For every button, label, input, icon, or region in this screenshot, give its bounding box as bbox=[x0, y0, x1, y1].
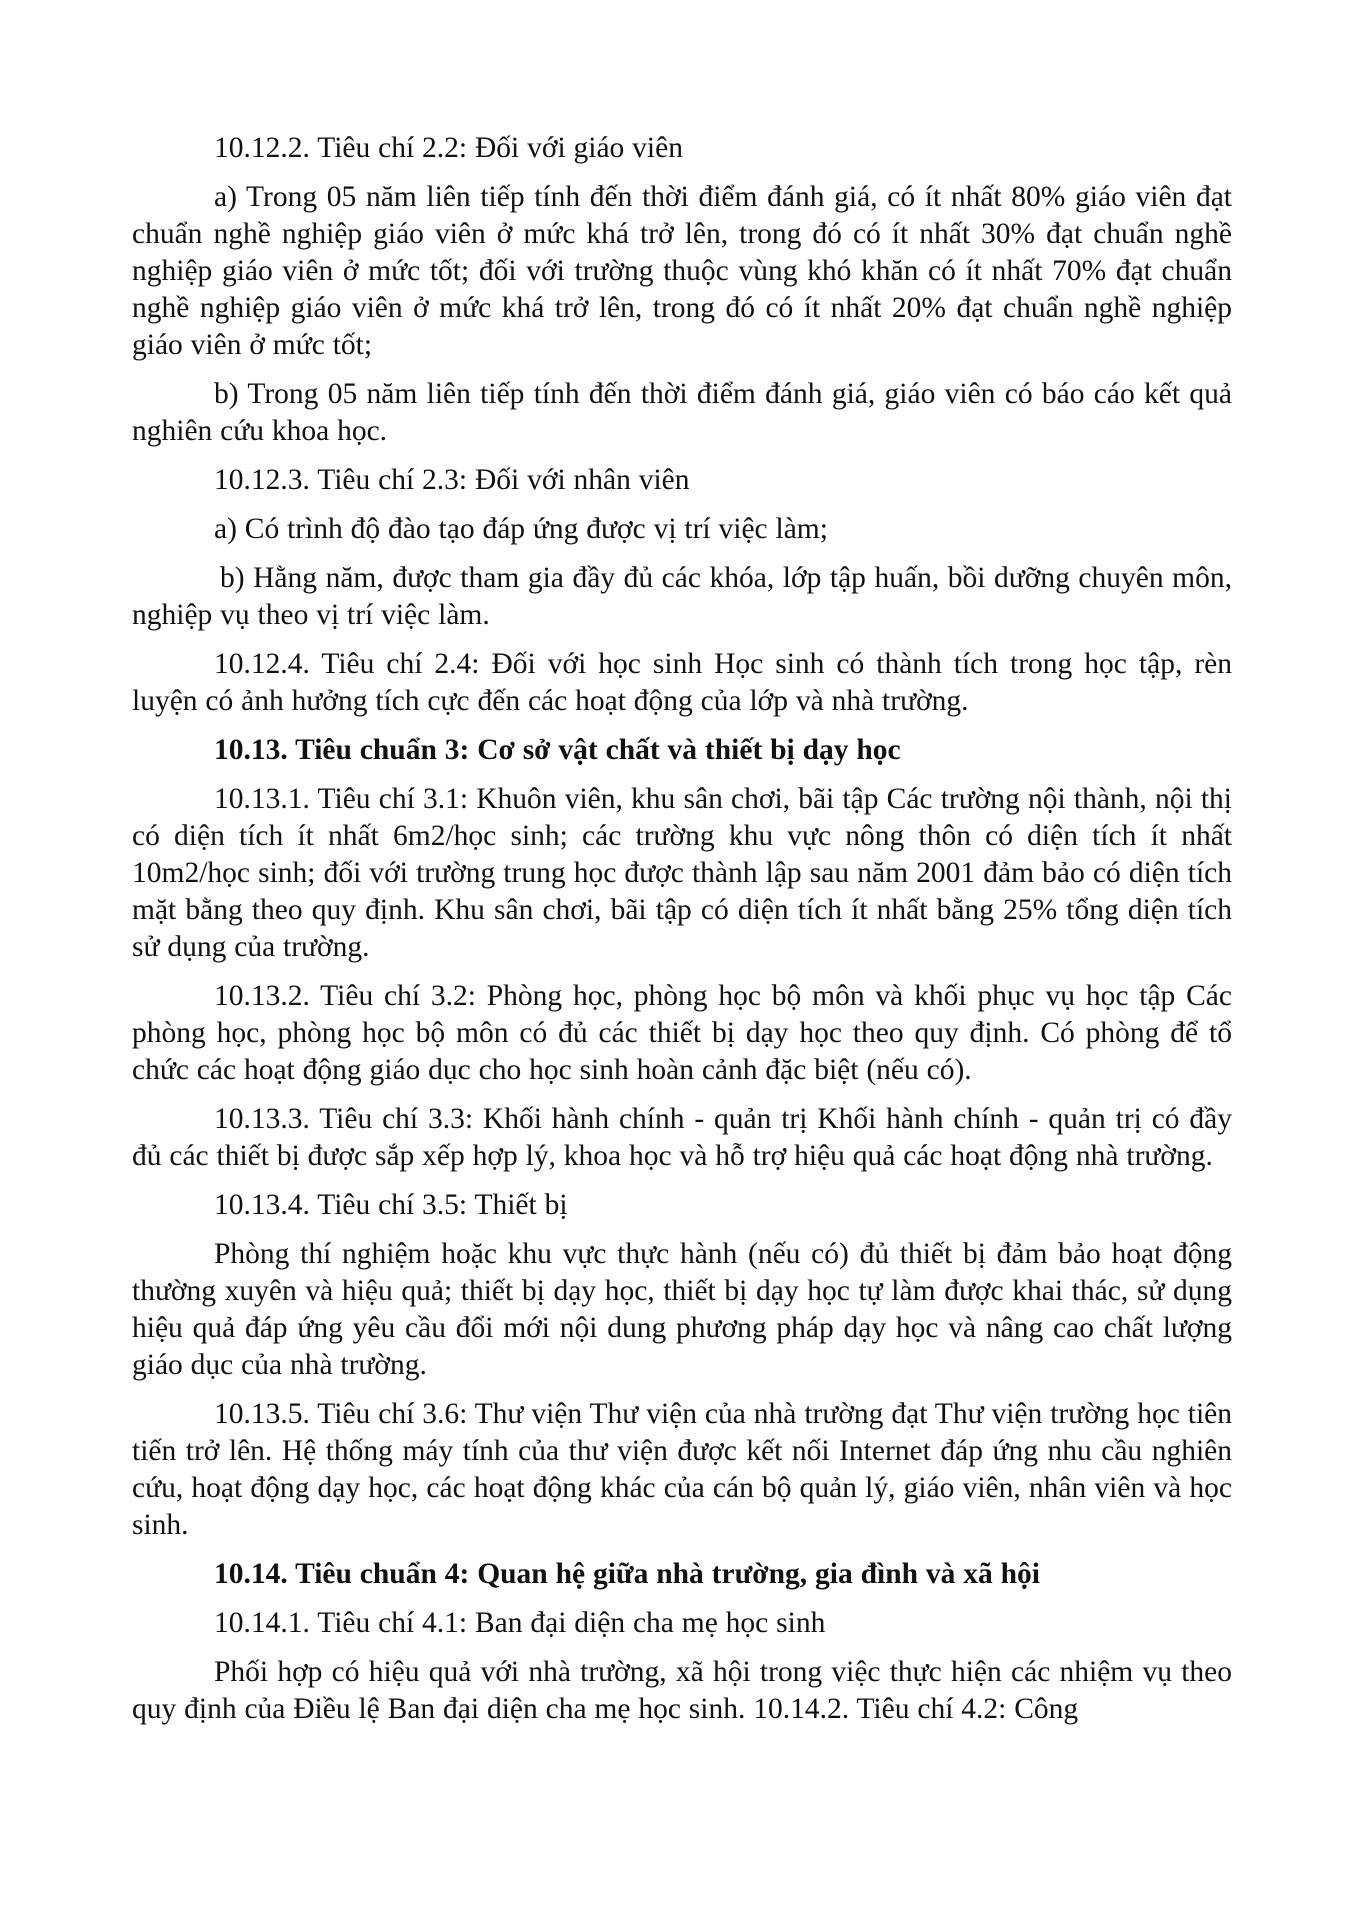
criterion-2-3-title: 10.12.3. Tiêu chí 2.3: Đối với nhân viên bbox=[214, 464, 690, 496]
criterion-3-5-title: 10.13.4. Tiêu chí 3.5: Thiết bị bbox=[214, 1189, 568, 1221]
criterion-2-3-item-a: a) Có trình độ đào tạo đáp ứng được vị trí việc làm; bbox=[214, 513, 828, 545]
criterion-2-2-title: 10.12.2. Tiêu chí 2.2: Đối với giáo viên bbox=[214, 132, 683, 164]
criterion-2-2-item-b: b) Trong 05 năm liên tiếp tính đến thời điểm đánh giá, giáo viên có báo cáo kết quả nghiên cứu khoa học. bbox=[132, 378, 1232, 447]
criterion-3-6: 10.13.5. Tiêu chí 3.6: Thư viện Thư viện của nhà trường đạt Thư viện trường học tiên tiến trở lên. Hệ thống máy tính của thư viện được kết nối Internet đáp ứng nhu cầu nghiên cứu, hoạt động dạy học, các hoạt động khác của cán bộ quản lý, giáo viên, nhân viên và học sinh. bbox=[132, 1398, 1232, 1541]
standard-3-heading: 10.13. Tiêu chuẩn 3: Cơ sở vật chất và thiết bị dạy học bbox=[214, 734, 901, 766]
criterion-2-4: 10.12.4. Tiêu chí 2.4: Đối với học sinh Học sinh có thành tích trong học tập, rèn luyện có ảnh hưởng tích cực đến các hoạt động của lớp và nhà trường. bbox=[132, 648, 1232, 717]
criterion-3-5-body: Phòng thí nghiệm hoặc khu vực thực hành (nếu có) đủ thiết bị đảm bảo hoạt động thường xuyên và hiệu quả; thiết bị dạy học, thiết bị dạy học tự làm được khai thác, sử dụng hiệu quả đáp ứng yêu cầu đổi mới nội dung phương pháp dạy học và nâng cao chất lượng giáo dục của nhà trường. bbox=[132, 1238, 1232, 1381]
criterion-2-3-item-b: b) Hằng năm, được tham gia đầy đủ các khóa, lớp tập huấn, bồi dưỡng chuyên môn, nghiệp vụ theo vị trí việc làm. bbox=[132, 562, 1232, 631]
criterion-4-1-title: 10.14.1. Tiêu chí 4.1: Ban đại diện cha mẹ học sinh bbox=[214, 1607, 826, 1639]
document-body bbox=[132, 130, 1232, 1740]
standard-4-heading: 10.14. Tiêu chuẩn 4: Quan hệ giữa nhà trường, gia đình và xã hội bbox=[214, 1558, 1040, 1590]
criterion-3-1: 10.13.1. Tiêu chí 3.1: Khuôn viên, khu sân chơi, bãi tập Các trường nội thành, nội thị có diện tích ít nhất 6m2/học sinh; các trường khu vực nông thôn có diện tích ít nhất 10m2/học sinh; đối với trường trung học được thành lập sau năm 2001 đảm bảo có diện tích mặt bằng theo quy định. Khu sân chơi, bãi tập có diện tích ít nhất bằng 25% tổng diện tích sử dụng của trường. bbox=[132, 783, 1232, 963]
criterion-3-2: 10.13.2. Tiêu chí 3.2: Phòng học, phòng học bộ môn và khối phục vụ học tập Các phòng học, phòng học bộ môn có đủ các thiết bị dạy học theo quy định. Có phòng để tổ chức các hoạt động giáo dục cho học sinh hoàn cảnh đặc biệt (nếu có). bbox=[132, 980, 1232, 1086]
criterion-3-3: 10.13.3. Tiêu chí 3.3: Khối hành chính - quản trị Khối hành chính - quản trị có đầy đủ các thiết bị được sắp xếp hợp lý, khoa học và hỗ trợ hiệu quả các hoạt động nhà trường. bbox=[132, 1103, 1232, 1172]
criterion-2-2-item-a: a) Trong 05 năm liên tiếp tính đến thời điểm đánh giá, có ít nhất 80% giáo viên đạt chuẩn nghề nghiệp giáo viên ở mức khá trở lên, trong đó có ít nhất 30% đạt chuẩn nghề nghiệp giáo viên ở mức tốt; đối với trường thuộc vùng khó khăn có ít nhất 70% đạt chuẩn nghề nghiệp giáo viên ở mức khá trở lên, trong đó có ít nhất 20% đạt chuẩn nghề nghiệp giáo viên ở mức tốt; bbox=[132, 181, 1232, 361]
criterion-4-1-body: Phối hợp có hiệu quả với nhà trường, xã hội trong việc thực hiện các nhiệm vụ theo quy định của Điều lệ Ban đại diện cha mẹ học sinh. 10.14.2. Tiêu chí 4.2: Công bbox=[132, 1656, 1232, 1725]
